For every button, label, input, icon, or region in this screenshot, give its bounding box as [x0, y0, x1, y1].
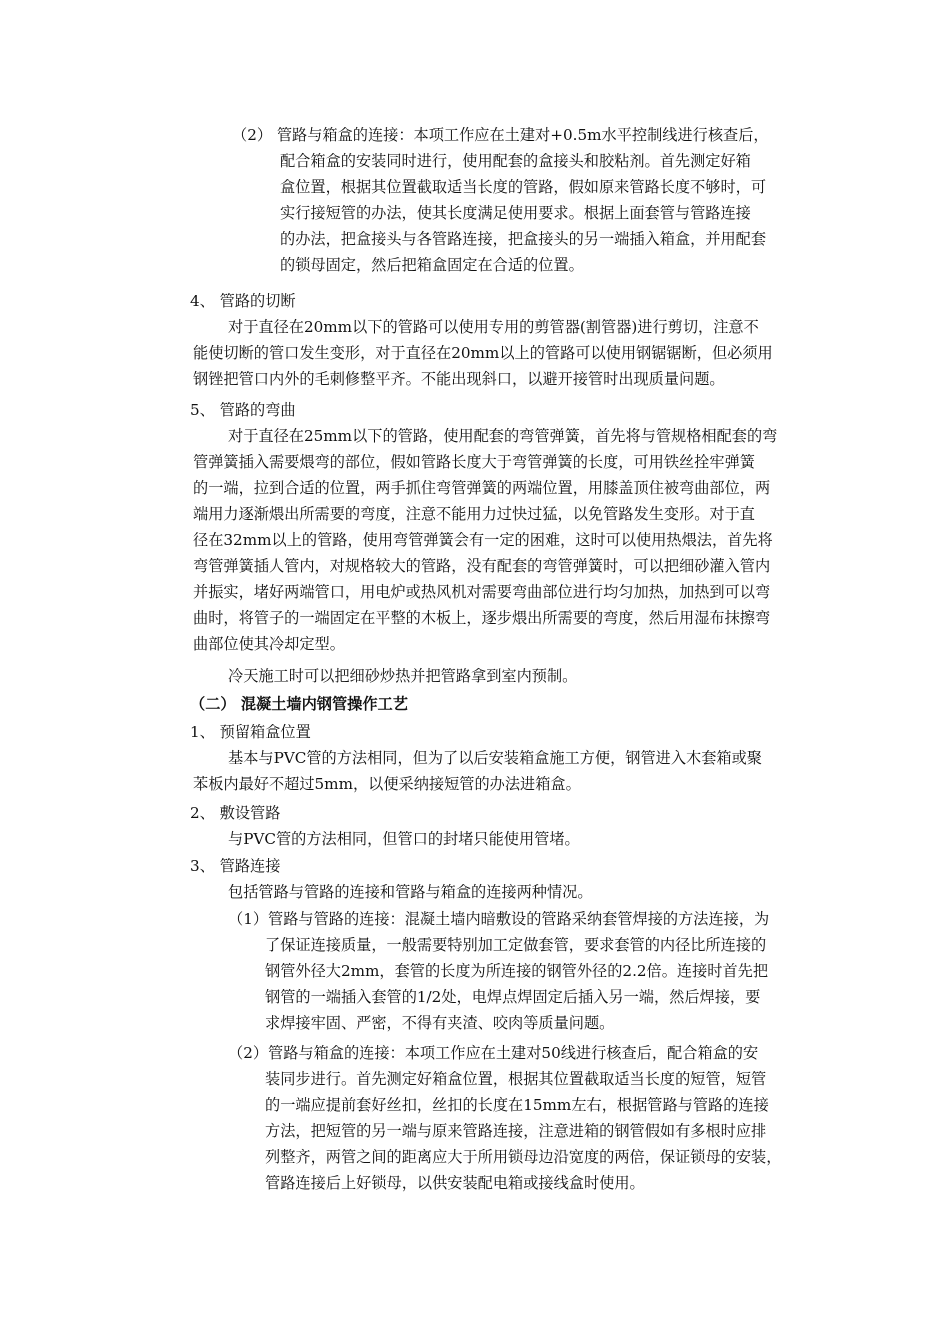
text-line: 径在32mm以上的管路，使用弯管弹簧会有一定的困难，这时可以使用热煨法，首先将	[193, 531, 773, 549]
text-line: （2） 管路与箱盒的连接：本项工作应在土建对+0.5m水平控制线进行核查后，	[232, 126, 769, 144]
section-heading: 4、 管路的切断	[190, 292, 296, 310]
section-heading: 5、 管路的弯曲	[190, 401, 296, 419]
text-line: 的一端应提前套好丝扣，丝扣的长度在15mm左右，根据管路与管路的连接	[265, 1096, 769, 1114]
text-line: 对于直径在25mm以下的管路，使用配套的弯管弹簧，首先将与管规格相配套的弯	[228, 427, 778, 445]
text-line: 端用力逐渐煨出所需要的弯度，注意不能用力过快过猛，以免管路发生变形。对于直	[193, 505, 755, 523]
text-line: 包括管路与管路的连接和管路与箱盒的连接两种情况。	[228, 883, 593, 901]
text-line: 并振实，堵好两端管口，用电炉或热风机对需要弯曲部位进行均匀加热，加热到可以弯	[193, 583, 771, 601]
text-line: 基本与PVC管的方法相同，但为了以后安装箱盒施工方便，钢管进入木套箱或聚	[228, 749, 762, 767]
section-heading: 1、 预留箱盒位置	[190, 723, 311, 741]
text-line: 冷天施工时可以把细砂炒热并把管路拿到室内预制。	[228, 667, 578, 685]
text-line: 的办法，把盒接头与各管路连接，把盒接头的另一端插入箱盒，并用配套	[280, 230, 766, 248]
text-line: 曲部位使其冷却定型。	[193, 635, 345, 653]
text-line: 的锁母固定，然后把箱盒固定在合适的位置。	[280, 256, 584, 274]
text-line: 与PVC管的方法相同，但管口的封堵只能使用管堵。	[228, 830, 580, 848]
text-line: 配合箱盒的安装同时进行，使用配套的盒接头和胶粘剂。首先测定好箱	[280, 152, 751, 170]
text-line: 能使切断的管口发生变形，对于直径在20mm以上的管路可以使用钢锯锯断，但必须用	[193, 344, 773, 362]
text-line: 装同步进行。首先测定好箱盒位置，根据其位置截取适当长度的短管，短管	[265, 1070, 767, 1088]
text-line: 实行接短管的办法，使其长度满足使用要求。根据上面套管与管路连接	[280, 204, 751, 222]
text-line: 管路连接后上好锁母，以供安装配电箱或接线盒时使用。	[265, 1174, 645, 1192]
text-line: 方法，把短管的另一端与原来管路连接，注意进箱的钢管假如有多根时应排	[265, 1122, 767, 1140]
section-heading: 2、 敷设管路	[190, 804, 281, 822]
text-line: （2）管路与箱盒的连接：本项工作应在土建对50线进行核查后，配合箱盒的安	[228, 1044, 759, 1062]
text-line: 钢管外径大2mm，套管的长度为所连接的钢管外径的2.2倍。连接时首先把	[265, 962, 769, 980]
text-line: （1）管路与管路的连接：混凝土墙内暗敷设的管路采纳套管焊接的方法连接，为	[228, 910, 770, 928]
text-line: 钢锉把管口内外的毛刺修整平齐。不能出现斜口，以避开接管时出现质量问题。	[193, 370, 725, 388]
section-heading: 3、 管路连接	[190, 857, 281, 875]
text-line: 弯管弹簧插人管内，对规格较大的管路，没有配套的弯管弹簧时，可以把细砂灌入管内	[193, 557, 771, 575]
text-line: 苯板内最好不超过5mm，以便采纳接短管的办法进箱盒。	[193, 775, 581, 793]
text-line: 列整齐，两管之间的距离应大于所用锁母边沿宽度的两倍，保证锁母的安装，	[265, 1148, 782, 1166]
text-line: 盒位置，根据其位置截取适当长度的管路，假如原来管路长度不够时，可	[280, 178, 766, 196]
text-line: 的一端，拉到合适的位置，两手抓住弯管弹簧的两端位置，用膝盖顶住被弯曲部位，两	[193, 479, 771, 497]
text-line: 曲时，将管子的一端固定在平整的木板上，逐步煨出所需要的弯度，然后用湿布抹擦弯	[193, 609, 771, 627]
text-line: 对于直径在20mm以下的管路可以使用专用的剪管器(割管器)进行剪切，注意不	[228, 318, 759, 336]
text-line: 管弹簧插入需要煨弯的部位，假如管路长度大于弯管弹簧的长度，可用铁丝拴牢弹簧	[193, 453, 755, 471]
text-line: 了保证连接质量，一般需要特别加工定做套管，要求套管的内径比所连接的	[265, 936, 767, 954]
text-line: 钢管的一端插入套管的1/2处，电焊点焊固定后插入另一端，然后焊接，要	[265, 988, 761, 1006]
chapter-heading: （二） 混凝土墙内钢管操作工艺	[190, 695, 408, 713]
text-line: 求焊接牢固、严密，不得有夹渣、咬肉等质量问题。	[265, 1014, 615, 1032]
